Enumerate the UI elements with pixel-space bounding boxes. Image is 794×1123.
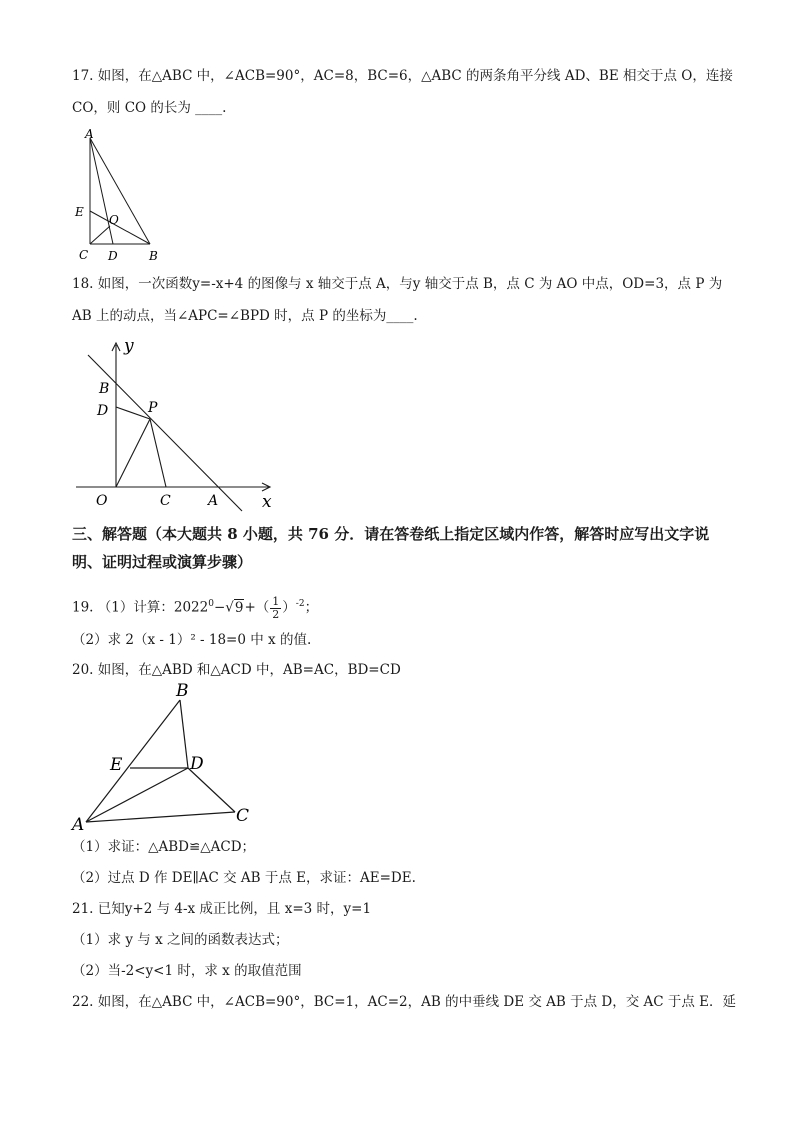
q19-fraction	[270, 596, 281, 621]
q17-text-line1: 17. 如图，在△ABC 中，∠ACB=90°，AC=8，BC=6，△ABC 的两条角平分线 AD、BE 相交于点 O，连接	[72, 68, 733, 84]
q17-label-d: D	[108, 249, 118, 263]
q20-text-line1: 20. 如图，在△ABD 和△ACD 中，AB=AC，BD=CD	[72, 662, 401, 678]
section3-title: 三、解答题（本大题共 8 小题，共 76 分．请在答卷纸上指定区域内作答，解答时应写出文字说明、证明过程或演算步骤）	[72, 525, 710, 571]
q18-coordinate-figure	[72, 335, 287, 515]
q20-label-b: B	[176, 681, 189, 701]
q18-axis-y-label: y	[124, 336, 134, 356]
q21-part1: （1）求 y 与 x 之间的函数表达式；	[72, 932, 289, 948]
q18-label-d: D	[97, 403, 109, 419]
q19-frac-numerator: 1	[272, 594, 280, 608]
q20-label-a: A	[72, 815, 85, 835]
q19-radicand: 9	[234, 599, 244, 616]
q18-label-o: O	[96, 493, 108, 509]
q18-text-line2: AB 上的动点，当∠APC=∠BPD 时，点 P 的坐标为____.	[72, 308, 418, 324]
q21-text-line1: 21. 已知y+2 与 4-x 成正比例，且 x=3 时，y=1	[72, 901, 372, 917]
q21-part2: （2）当-2<y<1 时，求 x 的取值范围	[72, 963, 302, 979]
q17-label-b: B	[149, 249, 158, 263]
q19-exp0: 0	[208, 599, 214, 609]
q20-label-d: D	[190, 754, 204, 774]
q18-text-line1: 18. 如图，一次函数y=-x+4 的图像与 x 轴交于点 A，与y 轴交于点 B，点 C 为 AO 中点，OD=3，点 P 为	[72, 276, 723, 292]
q19-close: ）	[282, 599, 296, 616]
q19-part1-prefix: 19. （1）计算：2022	[72, 599, 209, 616]
q18-label-b: B	[99, 381, 110, 397]
q17-label-c: C	[79, 248, 89, 262]
q20-part1: （1）求证：△ABD≌△ACD；	[72, 839, 256, 855]
q17-label-a: A	[85, 127, 94, 141]
q18-label-a: A	[208, 493, 219, 509]
q19-frac-denominator: 2	[272, 607, 280, 621]
q19-exp: -2	[295, 599, 305, 609]
q20-part2: （2）过点 D 作 DE∥AC 交 AB 于点 E，求证：AE=DE.	[72, 870, 416, 886]
q22-text-line1: 22. 如图，在△ABC 中，∠ACB=90°，BC=1，AC=2，AB 的中垂线 DE 交 AB 于点 D，交 AC 于点 E．延	[72, 994, 737, 1010]
q19-plus: +（	[244, 599, 270, 616]
q17-label-o: O	[109, 213, 119, 227]
q19-end: ；	[304, 599, 319, 616]
q19-part1	[72, 594, 318, 621]
q20-label-e: E	[110, 755, 123, 775]
q18-label-p: P	[148, 400, 158, 416]
q18-label-c: C	[160, 493, 171, 509]
q20-triangle-figure	[70, 680, 260, 835]
q19-minus: −	[213, 599, 226, 616]
q18-axis-x-label: x	[262, 492, 272, 512]
q17-triangle-figure	[70, 126, 170, 268]
q17-text-line2: CO，则 CO 的长为 ____.	[72, 100, 227, 116]
q20-label-c: C	[236, 806, 250, 826]
sqrt-icon: √	[225, 599, 234, 616]
q19-part2: （2）求 2（x - 1）² - 18=0 中 x 的值.	[72, 632, 312, 648]
q17-label-e: E	[75, 205, 84, 219]
